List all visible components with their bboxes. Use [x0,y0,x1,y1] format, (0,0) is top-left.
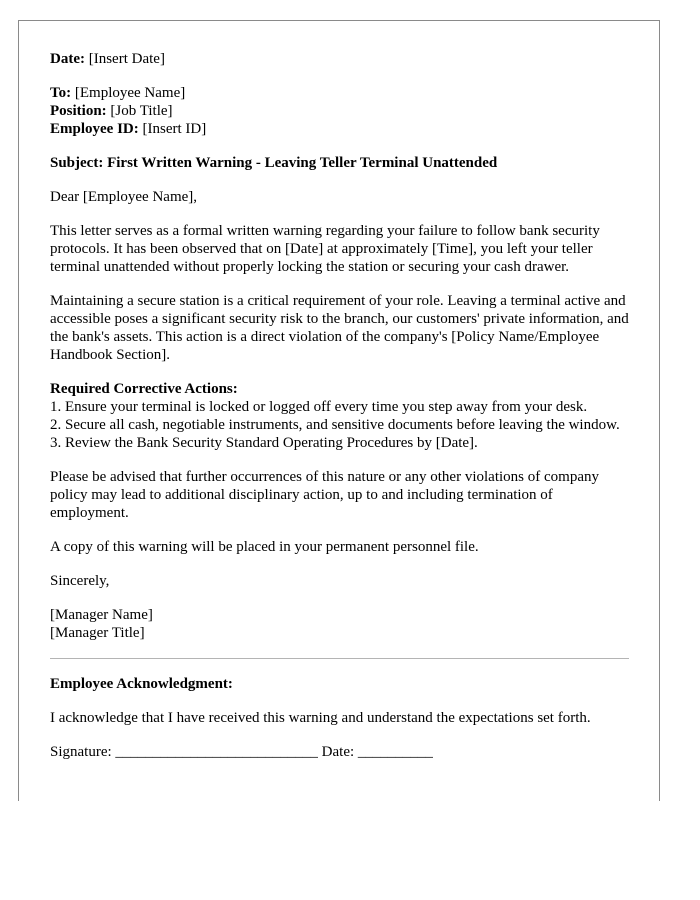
to-value: [Employee Name] [74,85,186,101]
signature-line [50,743,629,761]
date-line [50,50,629,68]
body-paragraph-3: Please be advised that further occurrences of this nature or any other violations of company policy may lead to additional disciplinary action, up to and including termination of employment. [50,469,599,521]
manager-block [50,606,629,642]
date-value: [Insert Date] [88,51,165,67]
sign-off: Sincerely, [50,573,110,589]
position-label: Position: [50,103,107,119]
recipient-block [50,84,629,138]
acknowledgment-date-label: Date: [321,744,355,760]
acknowledgment-date-field[interactable]: __________ [357,744,433,760]
employee-id-value: [Insert ID] [142,121,207,137]
manager-name: [Manager Name] [50,607,153,623]
position-value: [Job Title] [110,103,173,119]
corrective-actions-heading: Required Corrective Actions: [50,381,238,397]
corrective-actions [50,380,629,452]
position-line [50,102,629,120]
signature-label: Signature: [50,744,112,760]
to-line [50,84,629,102]
corrective-action-item: 3. Review the Bank Security Standard Operating Procedures by [Date]. [50,435,478,451]
signature-field[interactable]: ___________________________ [115,744,318,760]
body-paragraph-2: Maintaining a secure station is a critical requirement of your role. Leaving a terminal active and accessible poses a significant security risk to the branch, our customers' private information, and the bank's assets. This action is a direct violation of the company's [Policy Name/Employee Handbook Section]. [50,293,629,363]
body-paragraph-1: This letter serves as a formal written warning regarding your failure to follow bank security protocols. It has been observed that on [Date] at approximately [Time], you left your teller terminal unattended without properly locking the station or securing your cash drawer. [50,223,600,275]
acknowledgment-heading: Employee Acknowledgment: [50,676,233,692]
employee-id-line [50,120,629,138]
section-divider [50,658,629,659]
corrective-action-item: 2. Secure all cash, negotiable instruments, and sensitive documents before leaving the window. [50,417,620,433]
employee-id-label: Employee ID: [50,121,139,137]
warning-letter [18,20,660,801]
body-paragraph-4: A copy of this warning will be placed in your permanent personnel file. [50,539,479,555]
manager-title: [Manager Title] [50,625,145,641]
corrective-action-item: 1. Ensure your terminal is locked or logged off every time you step away from your desk. [50,399,588,415]
acknowledgment-text: I acknowledge that I have received this warning and understand the expectations set forth. [50,710,591,726]
subject-line: Subject: First Written Warning - Leaving Teller Terminal Unattended [50,155,498,171]
salutation: Dear [Employee Name], [50,189,198,205]
date-label: Date: [50,51,85,67]
to-label: To: [50,85,72,101]
